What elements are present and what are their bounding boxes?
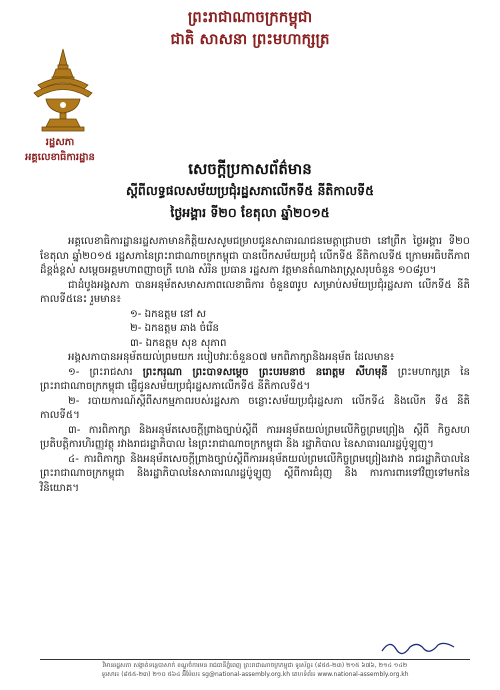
agenda-item-3: ៣- ការពិភាក្សា និងអនុម័តសេចក្តីព្រាងច្បាប់ស្តីពី ការអនុម័តយល់ព្រមលើកិច្ចព្រមព្រៀង ស្តីពី កិច្ចសហប្រតិបត្តិការហិរញ្ញវត្ថុ រវាងរាជរដ្ឋាភិបាល នៃព្រះរាជាណាចក្រកម្ពុជា និង រដ្ឋាភិបាល នៃសាធារណរដ្ឋប៉ូឡូញ។ (40, 424, 470, 450)
motto-heading: ជាតិ សាសនា ព្រះមហាក្សត្រ (170, 30, 330, 48)
agenda-item-1-suffix: ព្រះមហាក្សត្រ នៃព្រះរាជាណាចក្រកម្ពុជា ផ្ញើជូនសម័យប្រជុំរដ្ឋសភាលើកទី៥ នីតិកាលទី៥។ (40, 366, 470, 392)
document-title: សេចក្តីប្រកាសព័ត៌មាន (188, 160, 312, 178)
org-name: រដ្ឋសភា (45, 137, 75, 148)
secretary-1: ១- ឯកឧត្តម នៅ ស (130, 308, 207, 320)
footer-contact: ទូរសារ៖ (៨៥៥-២៣) ២១០ ៥៦៤ អ៊ីម៉ែល៖ sg@national-assembly.org.kh គេហទំព័រ៖ www.national-assembly.org.kh (101, 671, 409, 678)
document-subtitle: ស្តីពីលទ្ធផលសម័យប្រជុំរដ្ឋសភាលើកទី៥ នីតិកាលទី៥ (126, 183, 374, 198)
document-body (40, 235, 470, 496)
national-assembly-emblem (18, 45, 108, 135)
agenda-item-1 (40, 366, 470, 395)
document-date: ថ្ងៃអង្គារ ទី២០ ខែតុលា ឆ្នាំ២០១៥ (170, 205, 330, 220)
agenda-item-1-king: ព្រះករុណា ព្រះបាទសម្តេច ព្រះបរមនាថ នរោត្តម សីហមុនី (142, 366, 388, 378)
agenda-item-1-prefix: ១- ព្រះរាជសារ (68, 366, 133, 378)
paragraph-agenda: អង្គសភាបានអនុម័តយល់ព្រមយក របៀបវារៈចំនួន០៧ មកពិភាក្សានិងអនុម័ត ដែលមាន៖ (68, 352, 395, 363)
footer-divider (40, 659, 470, 660)
signature-mark (378, 637, 458, 657)
secretary-2: ២- ឯកឧត្តម ឆាង ចំរើន (130, 323, 220, 334)
secretary-3: ៣- ឯកឧត្តម សុខ សុភាព (130, 337, 227, 349)
agenda-item-2: ២- របាយការណ៍ស្តីពីសកម្មភាពរបស់រដ្ឋសភា ចន្លោះសម័យប្រជុំរដ្ឋសភា លើកទី៤ និងលើក ទី៥ នីតិកាលទី៥។ (40, 395, 470, 421)
kingdom-heading: ព្រះរាជាណាចក្រកម្ពុជា (187, 8, 313, 26)
footer-address: វិមានរដ្ឋសភា សង្កាត់ទន្លេបាសាក់ ខណ្ឌចំការមន រាជធានីភ្នំពេញ ព្រះរាជាណាចក្រកម្ពុជា ទូរស័ព្ទ៖ (៨៥៥-២៣) ២១៥ ៦៧៦, ២១៤ ១៤២ (102, 662, 408, 669)
paragraph-secretaries: ជាដំបូងអង្គសភា បានអនុម័តសមាសភាពលេខាធិការ ចំនួន៣រូប សម្រាប់សម័យប្រជុំរដ្ឋសភា លើកទី៥ នីតិកាលទី៥នេះ រួមមាន៖ (40, 279, 470, 305)
org-department: អគ្គលេខាធិការដ្ឋាន (25, 152, 95, 163)
paragraph-opening: អគ្គលេខាធិការដ្ឋានរដ្ឋសភាមានកិត្តិយសសូមជម្រាបជូនសាធារណជនមេត្តាជ្រាបថា នៅព្រឹក ថ្ងៃអង្គារ ទី២០ ខែតុលា ឆ្នាំ២០១៥ រដ្ឋសភានៃព្រះរាជាណាចក្រកម្ពុជា បានបើកសម័យប្រជុំ លើកទី៥ នីតិកាលទី៥ ក្រោមអធិបតីភាពដ៏ខ្ពង់ខ្ពស់ សម្តេចអគ្គមហាពញាចក្រី ហេង សំរិន ប្រធាន រដ្ឋសភា វត្តមានតំណាងរាស្ត្រសរុបចំនួន ១០៨រូប។ (40, 236, 470, 276)
agenda-item-4: ៤- ការពិភាក្សា និងអនុម័តសេចក្តីព្រាងច្បាប់ស្តីពីការអនុម័តយល់ព្រមលើកិច្ចព្រមព្រៀងរវាង រាជរដ្ឋាភិបាលនៃព្រះរាជាណាចក្រកម្ពុជា និងរដ្ឋាភិបាលនៃសាធារណរដ្ឋប៉ូឡូញ ស្តីពីការជំរុញ និង ការការពារទៅវិញទៅមកនៃវិនិយោគ។ (40, 453, 470, 494)
